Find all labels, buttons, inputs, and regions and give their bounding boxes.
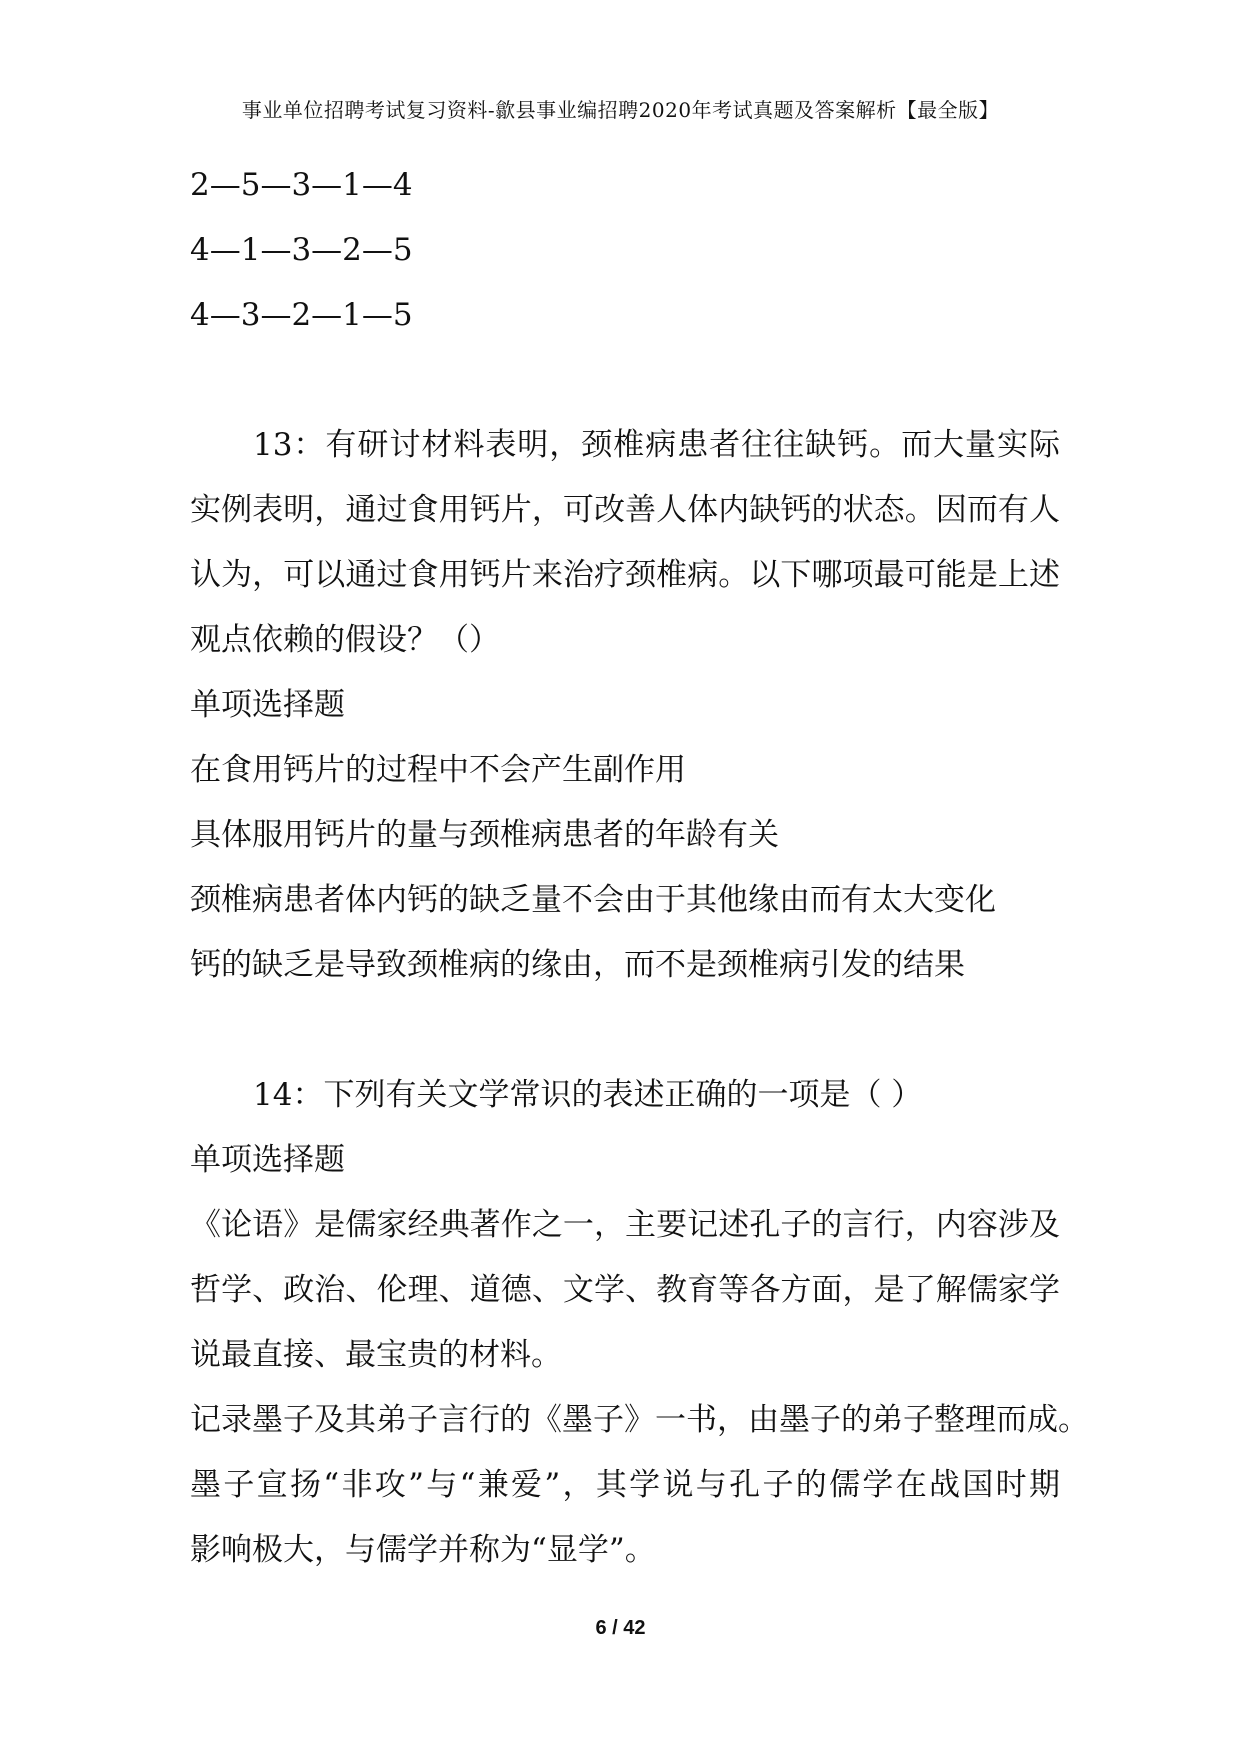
question-14-option-a-line: 说最直接、最宝贵的材料。 xyxy=(190,1337,562,1373)
question-13-option: 钙的缺乏是导致颈椎病的缘由，而不是颈椎病引发的结果 xyxy=(190,947,965,983)
page-header: 事业单位招聘考试复习资料-歙县事业编招聘2020年考试真题及答案解析【最全版】 xyxy=(241,98,1000,122)
question-13-stem-line: 实例表明，通过食用钙片，可改善人体内缺钙的状态。因而有人 xyxy=(190,492,1060,528)
question-13-option: 在食用钙片的过程中不会产生副作用 xyxy=(190,752,686,788)
question-14-type: 单项选择题 xyxy=(190,1142,345,1178)
question-14-option-b-line: 记录墨子及其弟子言行的《墨子》一书，由墨子的弟子整理而成。 xyxy=(190,1402,1089,1438)
question-13-option: 颈椎病患者体内钙的缺乏量不会由于其他缘由而有太大变化 xyxy=(190,882,996,918)
sequence-option: 2—5—3—1—4 xyxy=(190,167,413,203)
question-14-option-b-line: 影响极大，与儒学并称为“显学”。 xyxy=(190,1532,656,1568)
question-14-option-b-line: 墨子宣扬“非攻”与“兼爱”，其学说与孔子的儒学在战国时期 xyxy=(190,1467,1060,1503)
question-13-option: 具体服用钙片的量与颈椎病患者的年龄有关 xyxy=(190,817,779,853)
question-13-stem-line: 13：有研讨材料表明，颈椎病患者往往缺钙。而大量实际 xyxy=(253,427,1060,463)
question-14-option-a-line: 哲学、政治、伦理、道德、文学、教育等各方面，是了解儒家学 xyxy=(190,1272,1060,1308)
question-13-stem-line: 观点依赖的假设？（） xyxy=(190,622,500,658)
question-14-option-a-line: 《论语》是儒家经典著作之一，主要记述孔子的言行，内容涉及 xyxy=(190,1207,1060,1243)
question-13-stem-line: 认为，可以通过食用钙片来治疗颈椎病。以下哪项最可能是上述 xyxy=(190,557,1060,593)
question-13-type: 单项选择题 xyxy=(190,687,345,723)
sequence-option: 4—1—3—2—5 xyxy=(190,232,413,268)
sequence-option: 4—3—2—1—5 xyxy=(190,297,413,333)
question-14-stem: 14：下列有关文学常识的表述正确的一项是（ ） xyxy=(253,1077,923,1113)
page-number: 6 / 42 xyxy=(595,1617,646,1639)
